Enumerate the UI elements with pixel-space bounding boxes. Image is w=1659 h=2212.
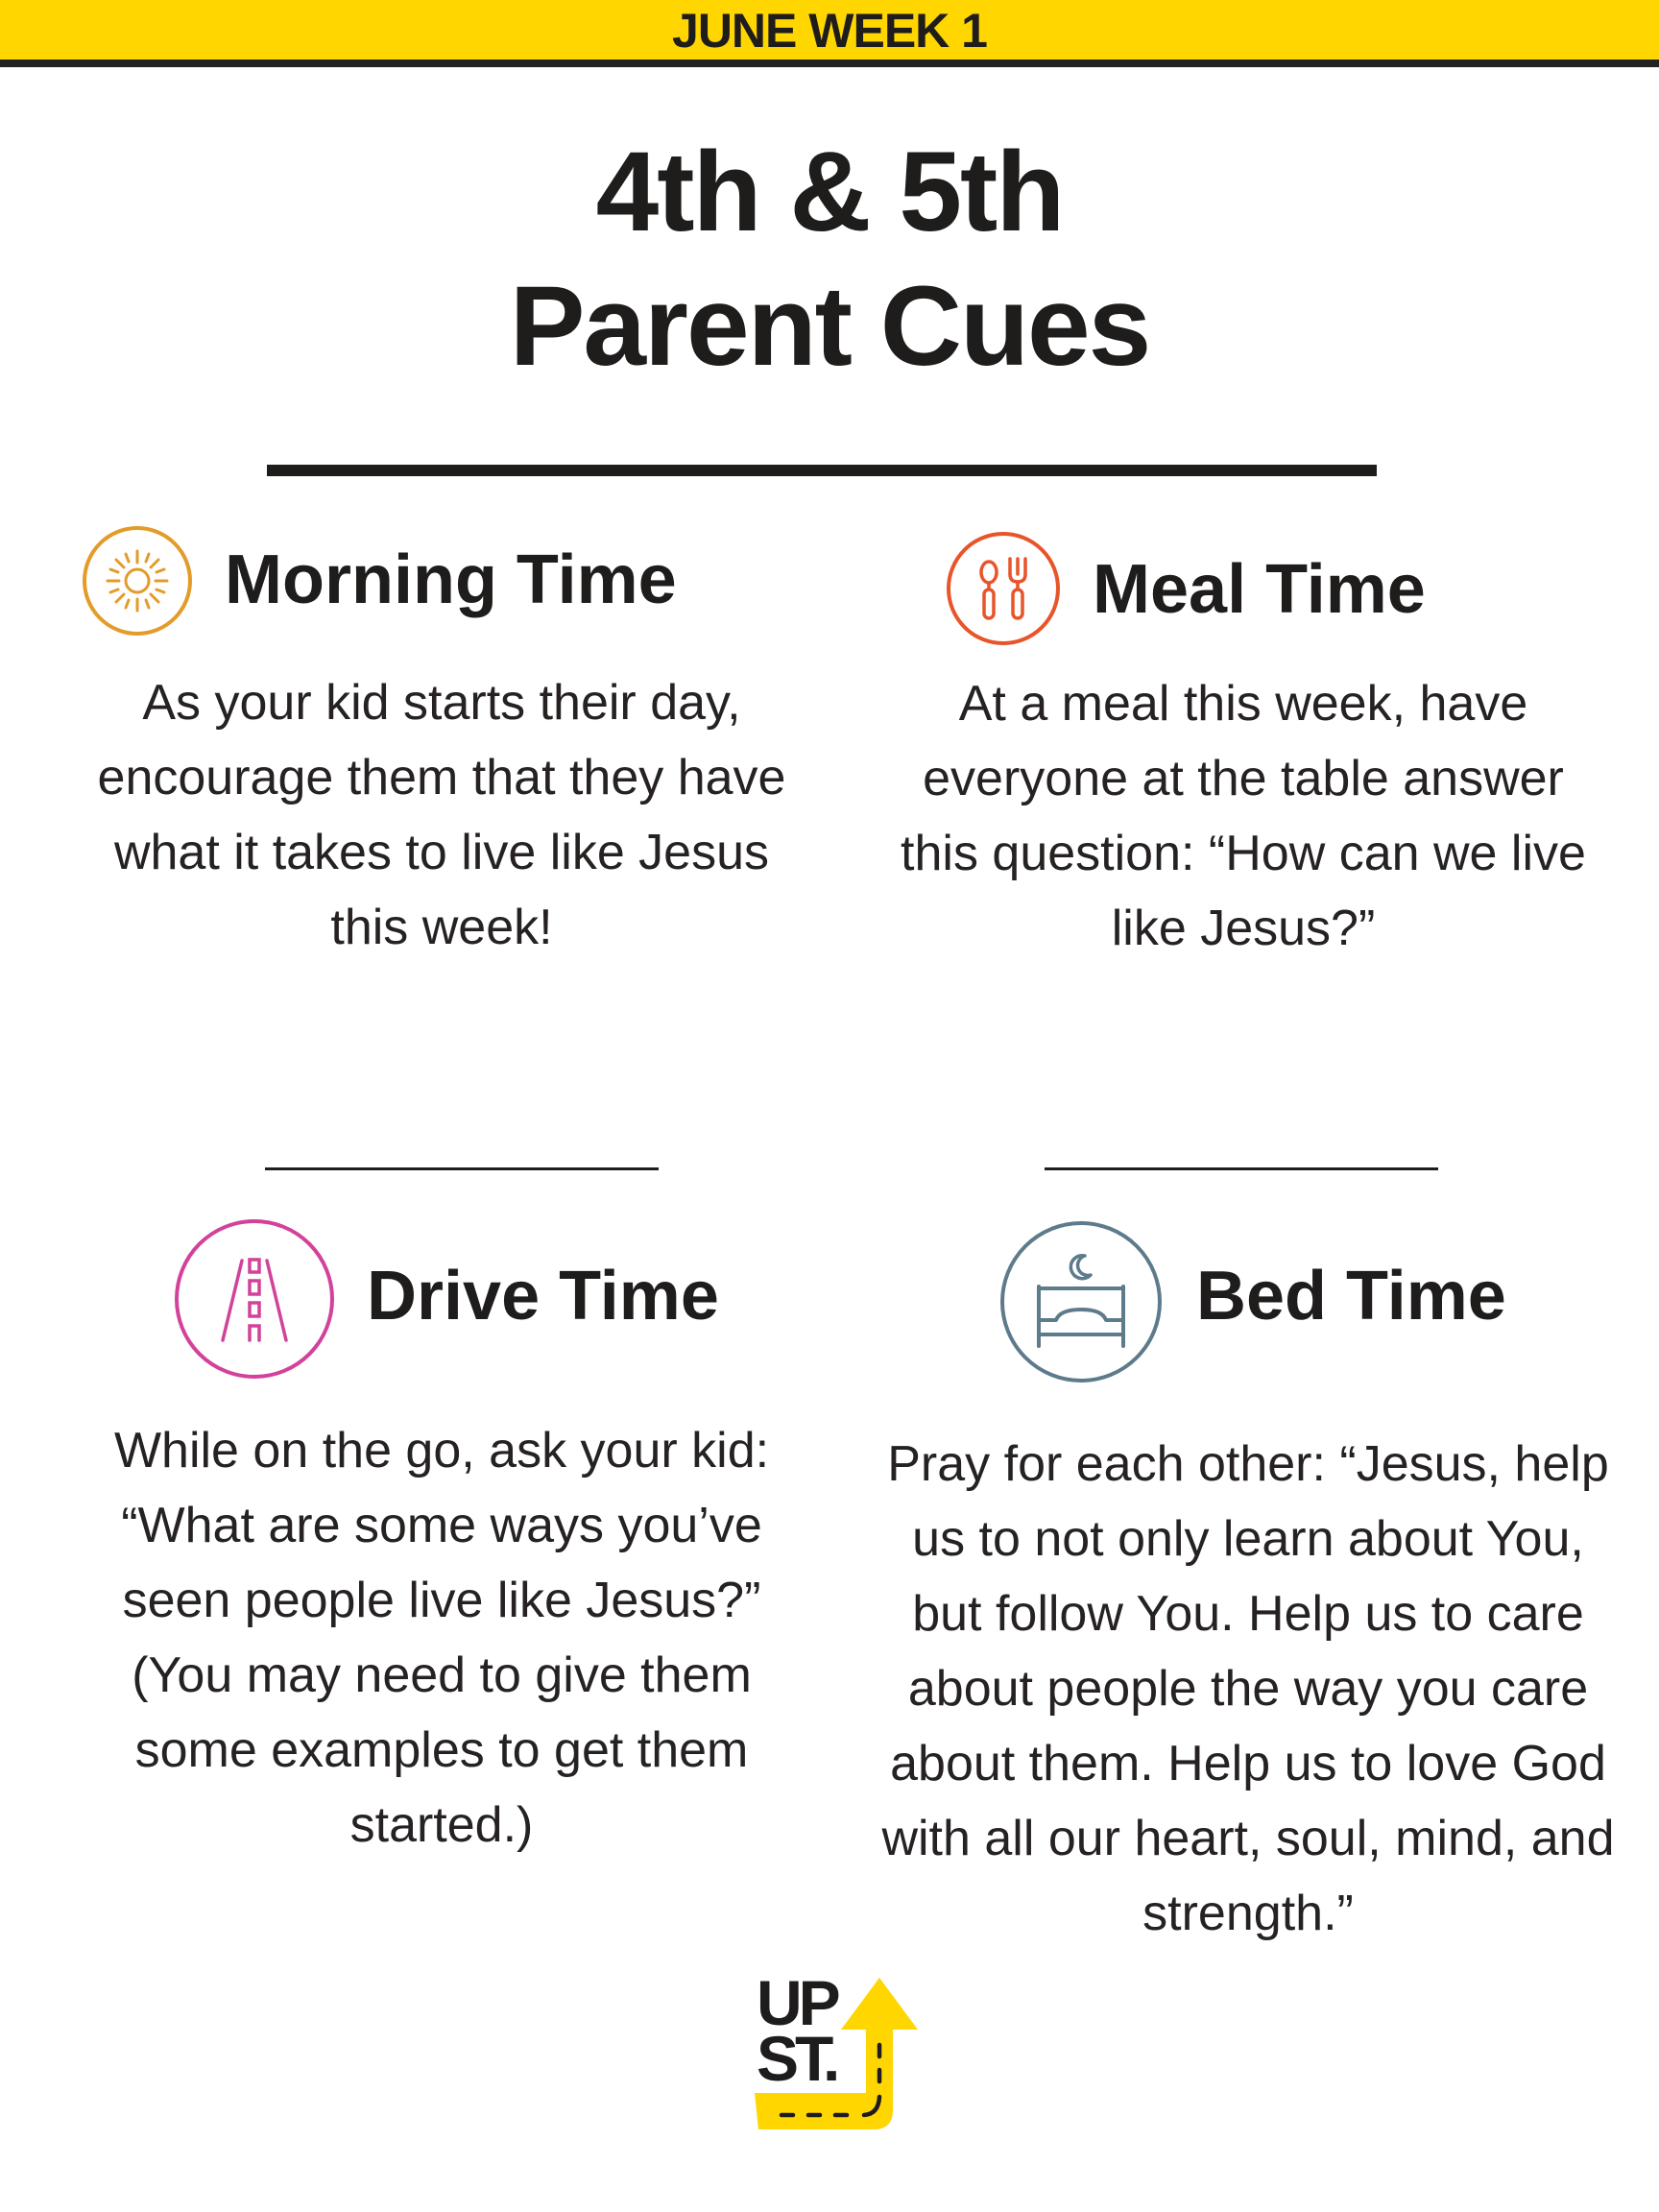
upstreet-logo xyxy=(755,1970,927,2143)
morning-time-body: As your kid starts their day, encourage them that they have what it takes to live like Jesus this week! xyxy=(97,675,786,955)
bed-time-title: Bed Time xyxy=(1196,1258,1506,1334)
header-banner xyxy=(0,0,1659,67)
page-title xyxy=(0,125,1659,394)
title-line-2: Parent Cues xyxy=(509,263,1150,390)
bed-time-body: Pray for each other: “Jesus, help us to not only learn about You, but follow You. Help us to care about people the way you care about them. Help us to love God with all our heart, soul, mind, and strength.” xyxy=(881,1436,1615,1941)
drive-time-title: Drive Time xyxy=(367,1258,719,1334)
fork-spoon-icon xyxy=(945,530,1062,647)
drive-time-body: While on the go, ask your kid: “What are some ways you’ve seen people live like Jesus?” (You may need to give them some examples to get them started.) xyxy=(113,1423,770,1853)
title-divider xyxy=(267,465,1377,476)
section-divider-right xyxy=(1045,1167,1438,1170)
title-line-1: 4th & 5th xyxy=(595,129,1064,255)
meal-time-body: At a meal this week, have everyone at the table answer this question: “How can we live like Jesus?” xyxy=(901,676,1586,956)
svg-text:UP: UP xyxy=(757,1970,837,2038)
banner-text: JUNE WEEK 1 xyxy=(672,4,987,58)
svg-text:ST.: ST. xyxy=(757,2023,837,2094)
sun-icon xyxy=(81,524,194,637)
road-icon xyxy=(173,1217,336,1381)
morning-time-title: Morning Time xyxy=(225,541,677,618)
meal-time-title: Meal Time xyxy=(1093,551,1426,628)
bed-moon-icon xyxy=(998,1219,1164,1384)
section-divider-left xyxy=(265,1167,659,1170)
